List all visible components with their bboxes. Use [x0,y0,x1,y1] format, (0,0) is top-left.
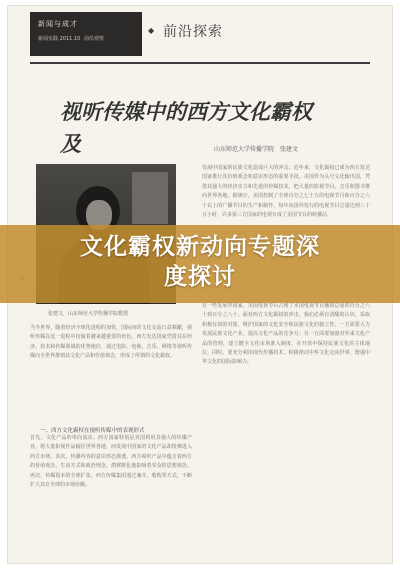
body-column-right-top: 发展中国家的民族文化造成巨大的冲击。近年来，文化霸权已成为西方发达国家推行其价值观念和意识形态的重要手段。美国作为头号文化输出国，凭借其强大的经济实力和先进的传媒技术，把大量的影视节目、音乐和图书推向世界各地。据统计，美国控制了全球百分之七十五的电视节目和百分之六十以上的广播节目的生产和制作，每年向国外发行的电视节目总量达到三十万小时，许多第三方国家的电视台成了美国节目的转播站。 [202,165,370,219]
journal-issue: 新闻实践 2011.10 [38,36,81,42]
body-column-right-bottom: 在一些发展中国家，美国电视节目占到了本国电视节目播放总量的百分之六十到百分之八十。面对西方文化霸权的冲击，我们必须有清醒的认识，采取积极有效的对策，维护国家的文化安全和民族文化的独立性。一方面要大力发展民族文化产业，提高文化产品的竞争力；另一方面要加强对外来文化产品的管理，建立健全文化市场准入制度，在开放中保持民族文化的主体地位。同时，要充分利用现代传播技术，积极推动中华文化走向世界，增强中华文化的国际影响力。 [202,303,370,366]
journal-tag: 前沿观察 [84,36,105,42]
photo-background [132,172,168,224]
overlay-title-line-1: 文化霸权新动向专题深 [80,234,320,260]
journal-name: 新闻与成才 [38,20,78,28]
section-subheading: 一、西方文化霸权在视听传媒中的表现形式 [40,428,145,434]
diamond-icon: ◆ [148,26,155,35]
page-header [8,6,392,66]
header-rule [30,62,370,64]
section-title: 前沿探索 [163,24,223,40]
body-column-left-top: 当今世界，随着经济全球化进程的加快，国际间的文化交流日益频繁，视听传媒在这一进程中扮演着越来越重要的角色。西方发达国家凭借其在经济、技术和传媒领域的优势地位，通过电影、电视、音乐、网络等视听传媒向全世界推销其文化产品和价值观念，形成了所谓的文化霸权。 [30,325,192,360]
article-author: 山东师范大学传播学院 张建文 [214,146,299,153]
title-line-1: 视听传媒中的西方文化霸权及 [60,99,312,156]
body-column-left-bottom: 首先，文化产品的单向流动。西方国家特别是美国利用其强大的传媒产业，将大量影视作品输往世界各地，而发展中国家的文化产品却很难进入西方市场。其次，传播内容的意识形态渗透。西方视听产品中蕴含着西方的价值观念、生活方式和政治理念，潜移默化地影响着受众的思想观念。再次，传媒资本的全球扩张。西方传媒集团通过兼并、收购等方式，不断扩大其在全球的市场份额。 [30,435,192,489]
photo-caption: 张建文，山东师范大学传播学院教授 [48,311,129,317]
overlay-title-line-2: 度探讨 [164,264,236,290]
overlay-title [0,232,400,292]
